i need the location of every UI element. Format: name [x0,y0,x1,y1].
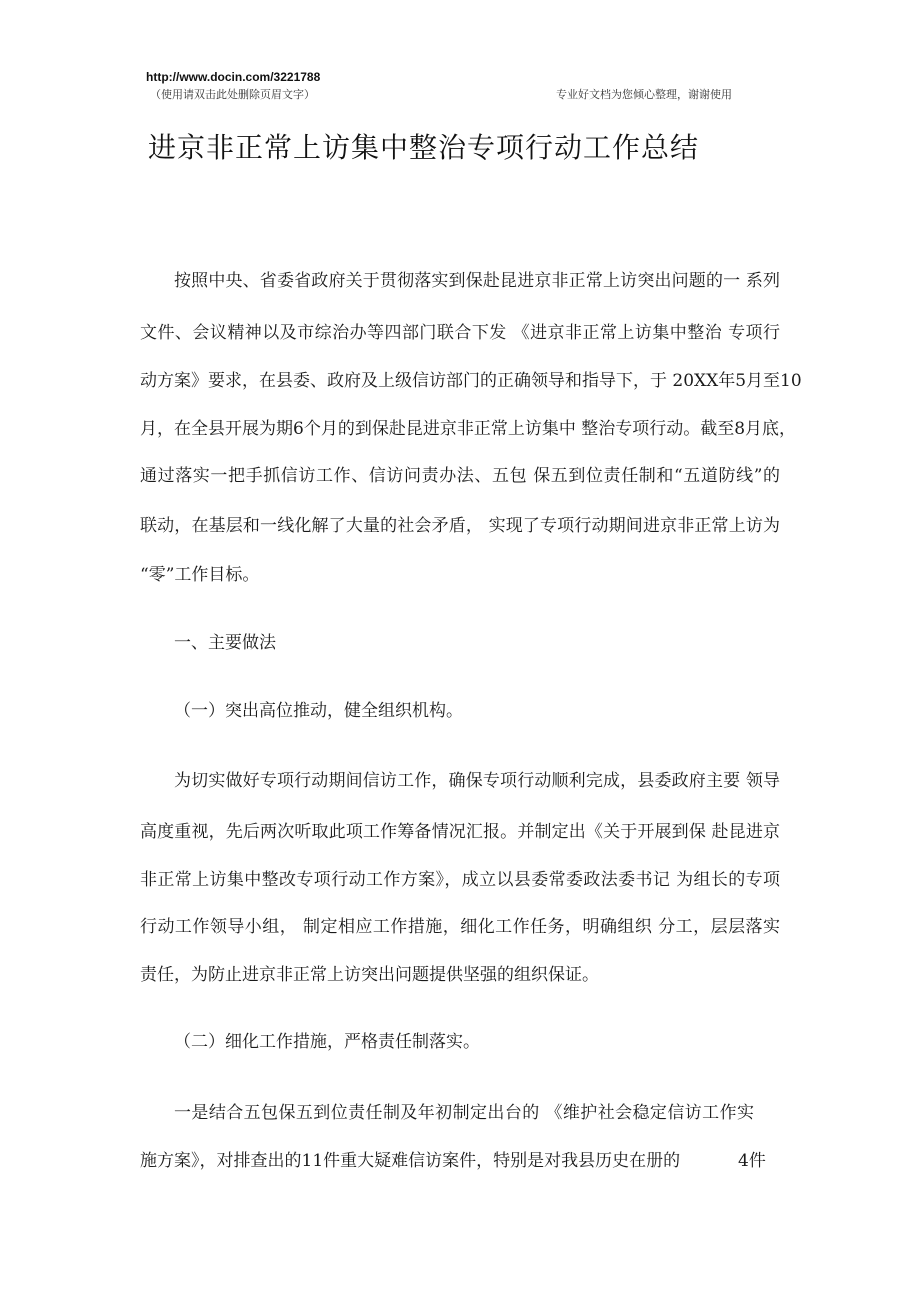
document-title: 进京非正常上访集中整治专项行动工作总结 [148,131,700,164]
paragraph-line: 为切实做好专项行动期间信访工作，确保专项行动顺利完成，县委政府主要 领导 [174,771,780,791]
paragraph-line: 按照中央、省委省政府关于贯彻落实到保赴昆进京非正常上访突出问题的一 系列 [174,271,780,291]
paragraph-line: 通过落实一把手抓信访工作、信访问责办法、五包 保五到位责任制和“五道防线”的 [140,466,780,486]
subsection-heading: （一）突出高位推动，健全组织机构。 [174,701,463,721]
section-heading: 一、主要做法 [174,633,276,653]
paragraph-line: 一是结合五包保五到位责任制及年初制定出台的 《维护社会稳定信访工作实 [174,1103,754,1123]
paragraph-line: 行动工作领导小组， 制定相应工作措施，细化工作任务，明确组织 分工，层层落实 [140,917,780,937]
paragraph-line: 联动，在基层和一线化解了大量的社会矛盾， 实现了专项行动期间进京非正常上访为 [140,516,780,536]
paragraph-line: 动方案》要求，在县委、政府及上级信访部门的正确领导和指导下，于 20XX年5月至10 [140,371,802,391]
paragraph-line: “零”工作目标。 [140,565,260,585]
paragraph-line: 非正常上访集中整改专项行动工作方案》，成立以县委常委政法委书记 为组长的专项 [140,870,780,890]
subsection-heading: （二）细化工作措施，严格责任制落实。 [174,1032,480,1052]
paragraph-line: 文件、会议精神以及市综治办等四部门联合下发 《进京非正常上访集中整治 专项行 [140,323,780,343]
paragraph-line-tail: 4件 [738,1151,766,1171]
paragraph-line: 施方案》，对排查出的11件重大疑难信访案件，特别是对我县历史在册的 [140,1151,681,1171]
header-note: （使用请双击此处删除页眉文字） [150,88,315,101]
paragraph-line: 高度重视，先后两次听取此项工作筹备情况汇报。并制定出《关于开展到保 赴昆进京 [140,822,780,842]
paragraph-line: 月，在全县开展为期6个月的到保赴昆进京非正常上访集中 整治专项行动。截至8月底， [140,419,797,439]
header-url[interactable]: http://www.docin.com/3221788 [146,70,321,84]
header-slogan: 专业好文档为您倾心整理，谢谢使用 [556,88,732,101]
paragraph-line: 责任，为防止进京非正常上访突出问题提供坚强的组织保证。 [140,965,599,985]
